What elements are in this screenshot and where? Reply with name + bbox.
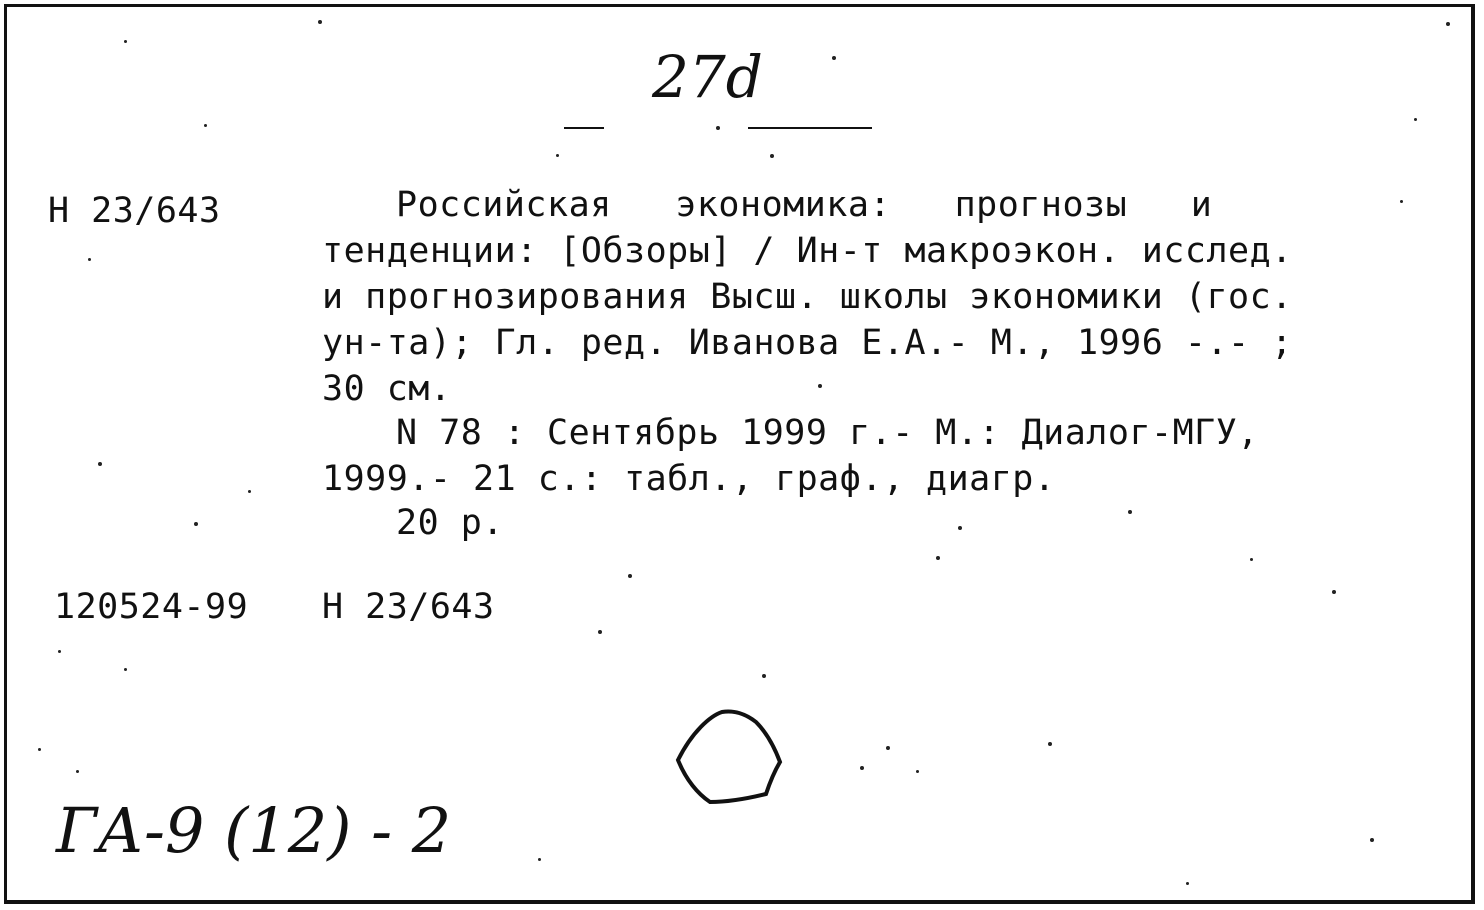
scan-speck (194, 522, 198, 526)
top-underline-right (748, 127, 872, 129)
scan-speck (1414, 118, 1417, 121)
scan-speck (762, 674, 766, 678)
scan-speck (1048, 742, 1052, 746)
entry-line-5: 30 см. (322, 369, 452, 409)
scan-speck (886, 746, 890, 750)
scan-speck (88, 258, 91, 261)
scan-speck (38, 748, 41, 751)
scan-speck (716, 126, 720, 130)
top-underline-left (564, 127, 604, 129)
scan-speck (538, 858, 541, 861)
entry-line-8: 20 р. (396, 503, 504, 543)
scan-speck (818, 384, 822, 388)
scan-speck (916, 770, 919, 773)
circle-mark-icon (670, 702, 790, 812)
scan-speck (1400, 200, 1403, 203)
scan-speck (860, 766, 864, 770)
scan-speck (936, 556, 940, 560)
entry-line-4: ун-та); Гл. ред. Иванова Е.А.- М., 1996 -.- ; (322, 323, 1293, 363)
scan-speck (248, 490, 251, 493)
top-handwritten-note: 27d (652, 43, 763, 111)
bottom-handwritten-note: ГА-9 (12) - 2 (56, 794, 452, 867)
scan-speck (58, 650, 61, 653)
entry-line-2: тенденции: [Обзоры] / Ин-т макроэкон. исслед. (322, 231, 1293, 271)
scan-speck (556, 154, 559, 157)
shelfmark: Н 23/643 (48, 191, 221, 231)
scan-speck (204, 124, 207, 127)
scan-speck (1446, 22, 1450, 26)
entry-line-1: Российская экономика: прогнозы и (396, 185, 1213, 225)
scan-speck (770, 154, 774, 158)
accession-number: 120524-99 (54, 587, 249, 627)
scan-speck (832, 56, 836, 60)
scan-speck (1370, 838, 1374, 842)
entry-line-6: N 78 : Сентябрь 1999 г.- М.: Диалог-МГУ, (396, 413, 1259, 453)
scan-speck (628, 574, 632, 578)
scan-speck (98, 462, 102, 466)
shelfmark-bottom: Н 23/643 (322, 587, 495, 627)
scan-speck (1186, 882, 1189, 885)
scan-speck (1250, 558, 1253, 561)
scan-speck (958, 526, 962, 530)
scan-speck (318, 20, 322, 24)
scan-speck (124, 668, 127, 671)
scan-speck (76, 770, 79, 773)
scan-speck (1332, 590, 1336, 594)
entry-line-7: 1999.- 21 с.: табл., граф., диагр. (322, 459, 1056, 499)
entry-line-3: и прогнозирования Высш. школы экономики (гос. (322, 277, 1293, 317)
scan-speck (1128, 510, 1132, 514)
scan-speck (598, 630, 602, 634)
scan-speck (124, 40, 127, 43)
